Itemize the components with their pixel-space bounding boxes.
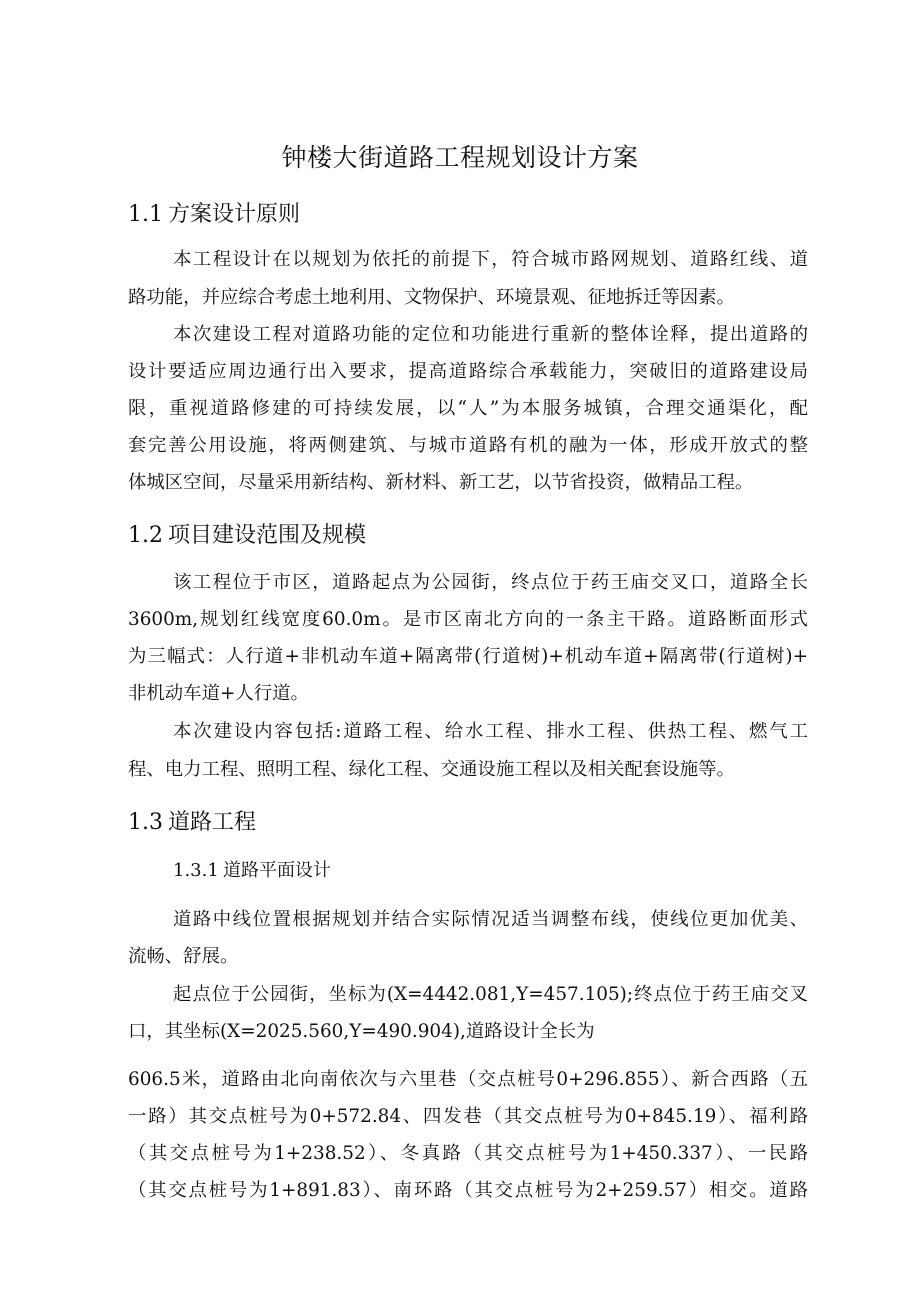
- section-title: 道路工程: [168, 810, 257, 835]
- paragraph-line: 道路中线位置根据规划并结合实际情况适当调整布线，使线位更加优美、: [173, 909, 808, 930]
- paragraph-line: （其交点桩号为1+891.83）、南环路（其交点桩号为2+259.57）相交。道路: [128, 1180, 808, 1201]
- paragraph-line: 起点位于公园街，坐标为(X=4442.081,Y=457.105);终点位于药王庙交叉: [173, 984, 808, 1005]
- subsection-title: 道路平面设计: [223, 860, 331, 881]
- paragraph-line: 本次建设工程对道路功能的定位和功能进行重新的整体诠释，提出道路的: [173, 324, 808, 345]
- paragraph-line: 套完善公用设施，将两侧建筑、与城市道路有机的融为一体，形成开放式的整: [128, 435, 808, 456]
- section-heading-1-1: [128, 197, 300, 228]
- paragraph-line: 3600m,规划红线宽度60.0m。是市区南北方向的一条主干路。道路断面形式: [128, 609, 808, 630]
- document-title: 钟楼大街道路工程规划设计方案: [281, 143, 639, 172]
- paragraph-line: 设计要适应周边通行出入要求，提高道路综合承载能力，突破旧的道路建设局: [128, 361, 808, 382]
- paragraph-line: 606.5米，道路由北向南依次与六里巷（交点桩号0+296.855）、新合西路（五: [128, 1069, 808, 1090]
- paragraph-line: 该工程位于市区，道路起点为公园街，终点位于药王庙交叉口，道路全长: [173, 572, 808, 593]
- subsection-heading-1-3-1: [173, 856, 331, 882]
- paragraph-line: 非机动车道+人行道。: [128, 683, 309, 704]
- section-heading-1-3: [128, 805, 256, 836]
- section-title: 方案设计原则: [168, 202, 301, 227]
- section-number: 1.2: [128, 523, 163, 548]
- paragraph-line: 本次建设内容包括:道路工程、给水工程、排水工程、供热工程、燃气工: [173, 721, 808, 742]
- section-number: 1.1: [128, 202, 163, 227]
- section-number: 1.3: [128, 810, 163, 835]
- paragraph-line: 一路）其交点桩号为0+572.84、四发巷（其交点桩号为0+845.19）、福利路: [128, 1106, 808, 1127]
- paragraph-line: 口，其坐标(X=2025.560,Y=490.904),道路设计全长为: [128, 1021, 595, 1042]
- paragraph-line: 流畅、舒展。: [128, 946, 239, 967]
- paragraph-line: 路功能，并应综合考虑土地利用、文物保护、环境景观、征地拆迁等因素。: [128, 287, 735, 308]
- paragraph-line: 为三幅式：人行道+非机动车道+隔离带(行道树)+机动车道+隔离带(行道树)+: [128, 646, 808, 667]
- paragraph-line: 程、电力工程、照明工程、绿化工程、交通设施工程以及相关配套设施等。: [128, 759, 735, 780]
- paragraph-line: 限，重视道路修建的可持续发展，以“人”为本服务城镇，合理交通渠化，配: [128, 398, 808, 419]
- paragraph-line: （其交点桩号为1+238.52）、冬真路（其交点桩号为1+450.337）、一民路: [128, 1143, 808, 1164]
- paragraph-line: 本工程设计在以规划为依托的前提下，符合城市路网规划、道路红线、道: [173, 249, 808, 270]
- subsection-number: 1.3.1: [173, 860, 219, 881]
- section-title: 项目建设范围及规模: [168, 523, 367, 548]
- section-heading-1-2: [128, 518, 366, 549]
- paragraph-line: 体城区空间，尽量采用新结构、新材料、新工艺，以节省投资，做精品工程。: [128, 472, 754, 493]
